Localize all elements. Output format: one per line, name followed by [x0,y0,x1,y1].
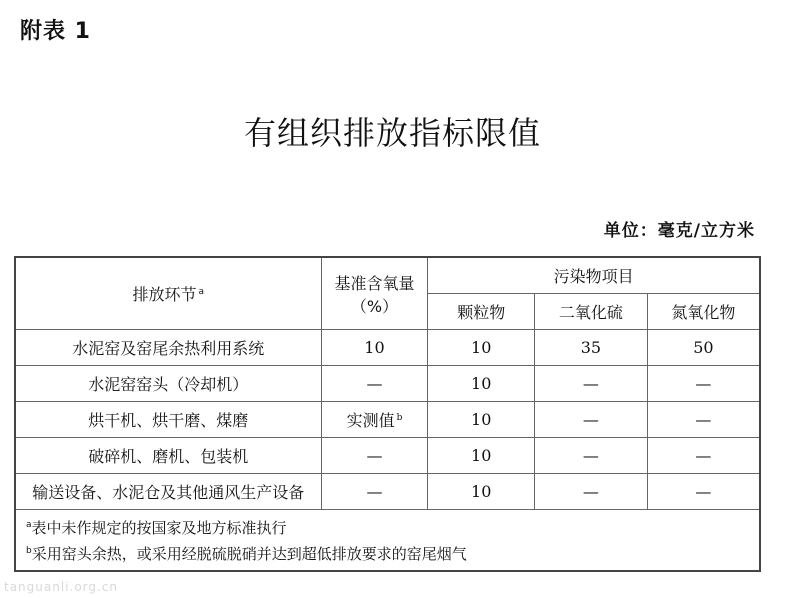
cell-oxygen: 10 [321,330,428,366]
cell-so2: — [535,438,648,474]
table-notes [15,510,760,572]
cell-nox: — [647,402,760,438]
cell-so2: — [535,402,648,438]
table-row [15,402,760,438]
emission-limits-table [14,256,761,572]
cell-nox: — [647,474,760,510]
cell-stage: 破碎机、磨机、包装机 [15,438,321,474]
cell-oxygen: — [321,366,428,402]
cell-stage: 水泥窑及窑尾余热利用系统 [15,330,321,366]
table-row [15,438,760,474]
cell-stage: 水泥窑窑头（冷却机） [15,366,321,402]
note-b: $^b$采用窑头余热，或采用经脱硫脱硝并达到超低排放要求的窑尾烟气 [26,545,467,563]
table-notes-row [15,510,760,572]
footnote-mark-b: b [396,412,403,423]
header-so2: 二氧化硫 [535,294,648,330]
cell-oxygen: 实测值 $^b$ [321,402,428,438]
header-oxygen: 基准含氧量 （%） [321,257,428,330]
header-nox: 氮氧化物 [647,294,760,330]
cell-pm: 10 [428,330,535,366]
page-title: 有组织排放指标限值 [243,114,541,152]
cell-oxygen: — [321,438,428,474]
header-pollutants: 污染物项目 [428,257,760,294]
table-row [15,474,760,510]
cell-pm: 10 [428,366,535,402]
header-pm: 颗粒物 [428,294,535,330]
cell-so2: 35 [535,330,648,366]
cell-nox: — [647,366,760,402]
table-row [15,366,760,402]
cell-oxygen: — [321,474,428,510]
watermark: tanguanli.org.cn [4,580,119,594]
cell-pm: 10 [428,402,535,438]
table-row [15,330,760,366]
cell-stage: 烘干机、烘干磨、煤磨 [15,402,321,438]
footnote-mark-a: a [198,286,205,297]
cell-so2: — [535,366,648,402]
cell-pm: 10 [428,438,535,474]
cell-pm: 10 [428,474,535,510]
unit-label: 单位：毫克/立方米 [603,221,755,241]
header-emission-stage: 排放环节 $^a$ [15,257,321,330]
appendix-label: 附表 1 [20,19,91,44]
cell-so2: — [535,474,648,510]
cell-nox: — [647,438,760,474]
note-a: $^a$表中未作规定的按国家及地方标准执行 [26,519,287,537]
cell-stage: 输送设备、水泥仓及其他通风生产设备 [15,474,321,510]
cell-nox: 50 [647,330,760,366]
